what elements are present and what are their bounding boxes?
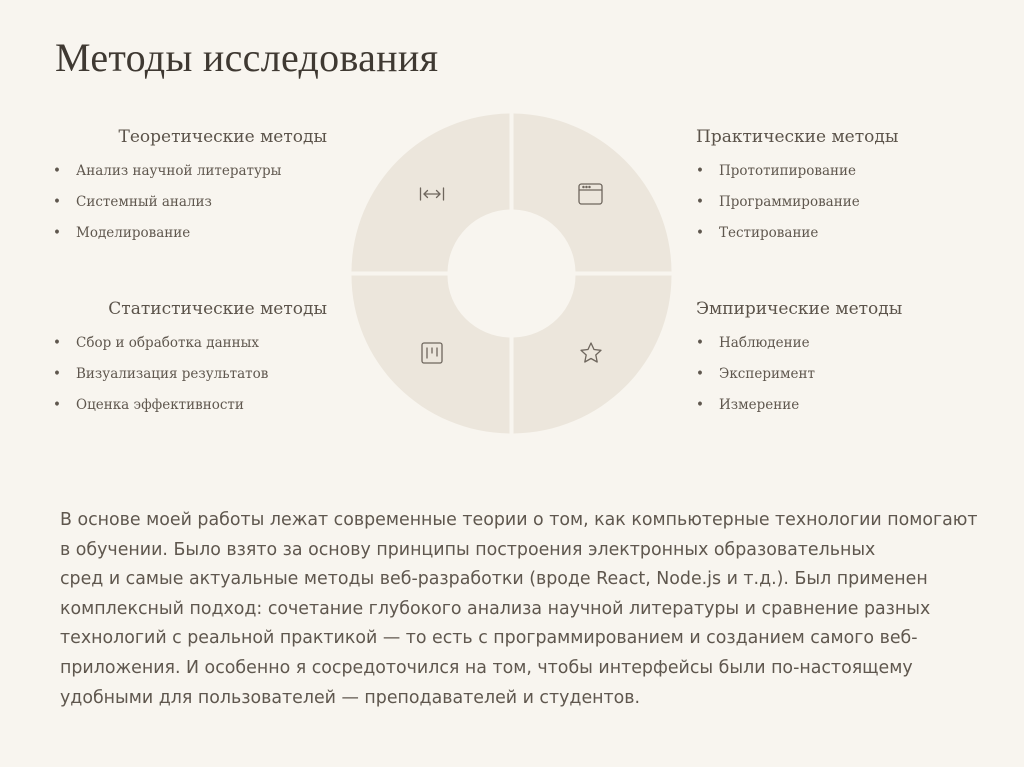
- description-line: комплексный подход: сочетание глубокого анализа научной литературы и сравнение разных: [60, 598, 931, 619]
- description-line: В основе моей работы лежат современные теории о том, как компьютерные технологии помогают: [60, 510, 978, 530]
- ring-segment-statistical: [352, 276, 510, 434]
- ring-segment-practical: [514, 114, 672, 272]
- list-item: • Визуализация результатов: [53, 364, 327, 395]
- statistical-methods-group: [53, 299, 327, 426]
- methods-ring-diagram: [349, 112, 674, 435]
- list-item: • Прототипирование: [696, 161, 996, 192]
- ring-segment-empirical: [514, 276, 672, 434]
- ring-segment-theoretical: [352, 114, 510, 272]
- practical-methods-title: Практические методы: [696, 127, 899, 147]
- description-line: приложения. И особенно я сосредоточился на том, чтобы интерфейсы были по-настоящему: [60, 657, 913, 678]
- empirical-methods-list: [696, 333, 996, 426]
- theoretical-methods-list: [53, 161, 327, 254]
- description-text: [60, 506, 980, 713]
- page-title: Методы исследования: [55, 35, 439, 80]
- list-item: • Тестирование: [696, 223, 996, 254]
- statistical-methods-list: [53, 333, 327, 426]
- list-item: • Анализ научной литературы: [53, 161, 327, 192]
- practical-methods-list: [696, 161, 996, 254]
- description-line: сред и самые актуальные методы веб-разработки (вроде React, Node.js и т.д.). Был применен: [60, 569, 928, 590]
- list-item: • Измерение: [696, 395, 996, 426]
- theoretical-methods-title: Теоретические методы: [118, 127, 327, 147]
- empirical-methods-title: Эмпирические методы: [696, 299, 903, 319]
- list-item: • Наблюдение: [696, 333, 996, 364]
- statistical-methods-title: Статистические методы: [108, 299, 327, 319]
- list-item: • Системный анализ: [53, 192, 327, 223]
- list-item: • Оценка эффективности: [53, 395, 327, 426]
- description-line: в обучении. Было взято за основу принципы построения электронных образовательных: [60, 539, 876, 560]
- list-item: • Моделирование: [53, 223, 327, 254]
- practical-methods-group: [696, 127, 996, 254]
- theoretical-methods-group: [53, 127, 327, 254]
- list-item: • Эксперимент: [696, 364, 996, 395]
- list-item: • Сбор и обработка данных: [53, 333, 327, 364]
- description-line: удобными для пользователей — преподавателей и студентов.: [60, 687, 641, 708]
- description-line: технологий с реальной практикой — то есть с программированием и созданием самого веб-: [60, 628, 918, 649]
- empirical-methods-group: [696, 299, 996, 426]
- list-item: • Программирование: [696, 192, 996, 223]
